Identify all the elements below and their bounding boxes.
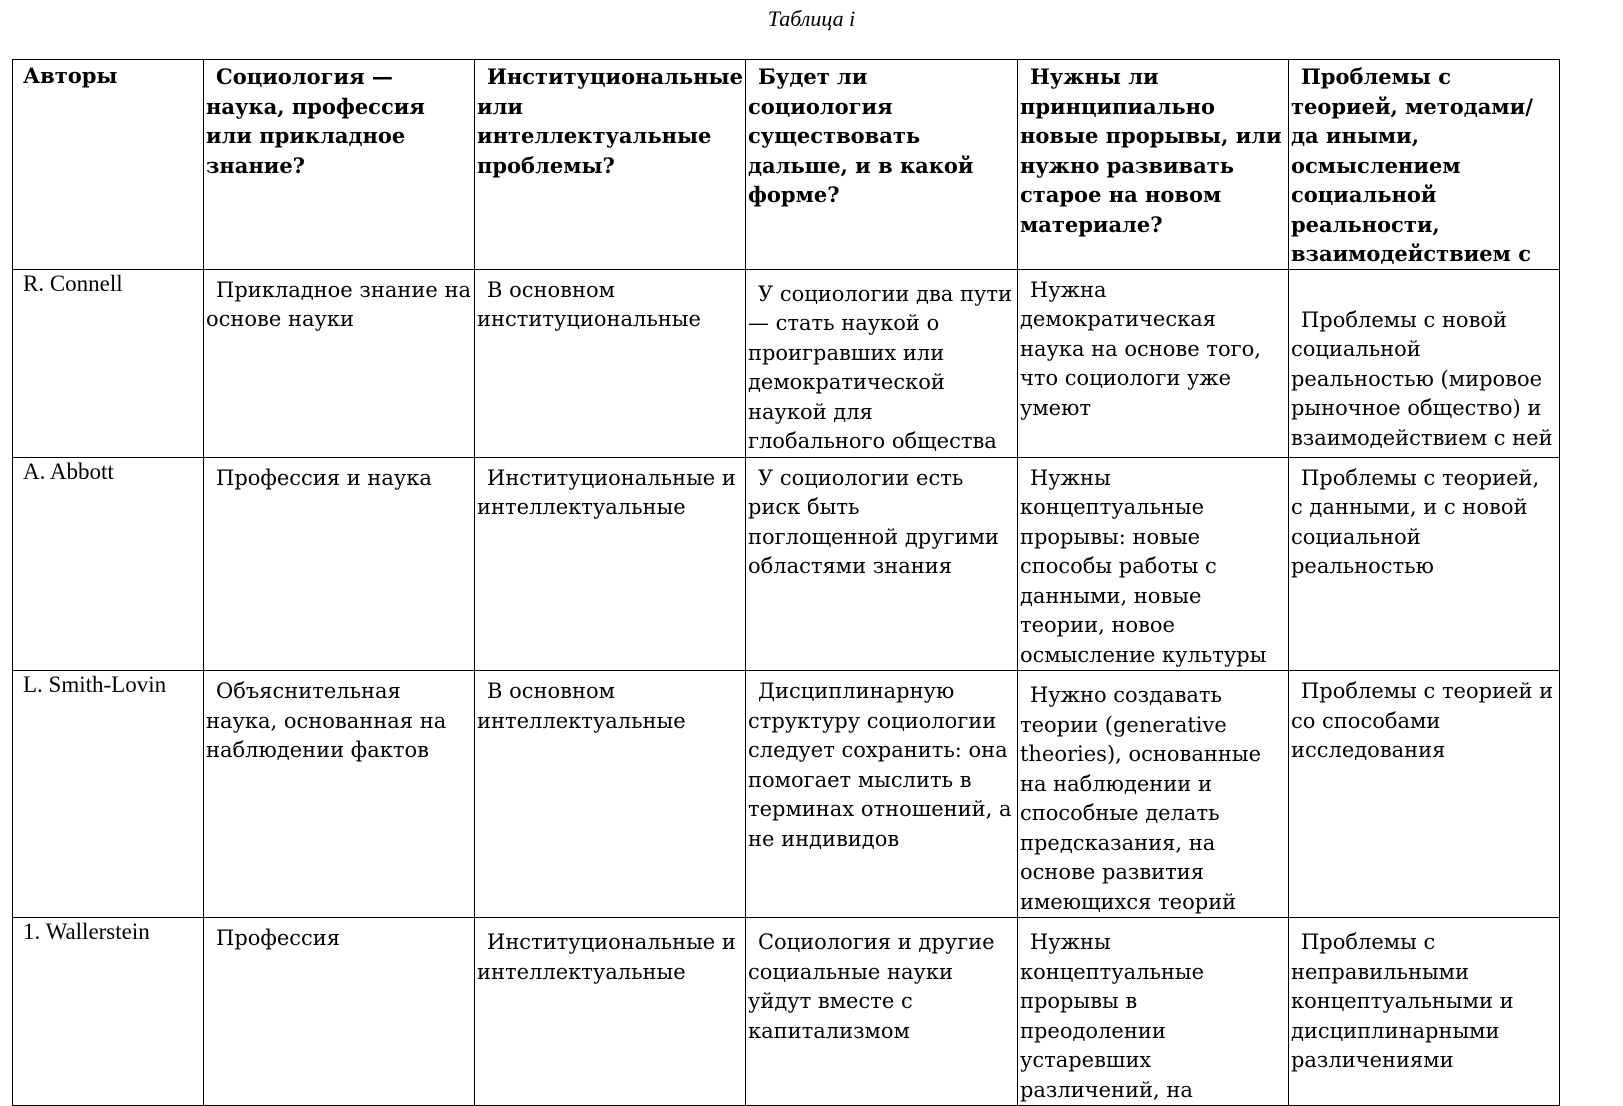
header-problems-type: Институциональные или интеллектуальные проблемы? (475, 60, 746, 270)
table-cell: Нужна демократическая наука на основе того, что социологи уже умеют (1017, 269, 1288, 457)
comparison-table (12, 59, 1560, 1106)
header-authors: Авторы (13, 60, 204, 270)
author-cell: R. Connell (13, 269, 204, 457)
table-cell: Нужны концептуальные прорывы в преодолении устаревших различений, на (1017, 918, 1288, 1106)
table-cell: Профессия (204, 918, 475, 1106)
table-caption: Таблица i (767, 6, 856, 31)
table-cell: Прикладное знание на основе науки (204, 269, 475, 457)
author-cell: A. Abbott (13, 457, 204, 671)
table-cell: Социология и другие социальные науки уйдут вместе с капитализмом (745, 918, 1017, 1106)
table-cell: Проблемы с новой социальной реальностью (мировое рыночное общество) и взаимодействием с ней (1288, 269, 1559, 457)
author-cell: L. Smith-Lovin (13, 671, 204, 918)
table-cell: Нужны концептуальные прорывы: новые способы работы с данными, новые теории, новое осмысление культуры (1017, 457, 1288, 671)
header-science-profession: Социология — наука, профессия или прикладное знание? (204, 60, 475, 270)
table-cell: В основном интеллектуальные (475, 671, 746, 918)
table-cell: Институциональные и интеллектуальные (475, 457, 746, 671)
table-row (13, 918, 1560, 1106)
header-future: Будет ли социология существовать дальше, и в какой форме? (745, 60, 1017, 270)
table-cell: Объяснительная наука, основанная на наблюдении фактов (204, 671, 475, 918)
header-theory-problems: Проблемы с теорией, методами/да иными, осмыслением социальной реальности, взаимодействием с (1288, 60, 1559, 270)
header-breakthroughs: Нужны ли принципиально новые прорывы, или нужно развивать старое на новом материале? (1017, 60, 1288, 270)
table-cell: Нужно создавать теории (generative theories), основанные на наблюдении и способные делать предсказания, на основе развития имеющихся теорий (1017, 671, 1288, 918)
table-row (13, 457, 1560, 671)
table-cell: У социологии есть риск быть поглощенной другими областями знания (745, 457, 1017, 671)
table-cell: Проблемы с теорией и со способами исследования (1288, 671, 1559, 918)
table-cell: Профессия и наука (204, 457, 475, 671)
table-header-row (13, 60, 1560, 270)
table-cell: Дисциплинарную структуру социологии следует сохранить: она помогает мыслить в терминах отношений, а не индивидов (745, 671, 1017, 918)
table-row (13, 269, 1560, 457)
table-cell: Проблемы с теорией, с данными, и с новой социальной реальностью (1288, 457, 1559, 671)
table-cell: Проблемы с неправильными концептуальными и дисциплинарными различениями (1288, 918, 1559, 1106)
table-cell: В основном институциональные (475, 269, 746, 457)
author-cell: 1. Wallerstein (13, 918, 204, 1106)
table-cell: У социологии два пути — стать наукой о проигравших или демократической наукой для глобального общества (745, 269, 1017, 457)
table-row (13, 671, 1560, 918)
table-cell: Институциональные и интеллектуальные (475, 918, 746, 1106)
